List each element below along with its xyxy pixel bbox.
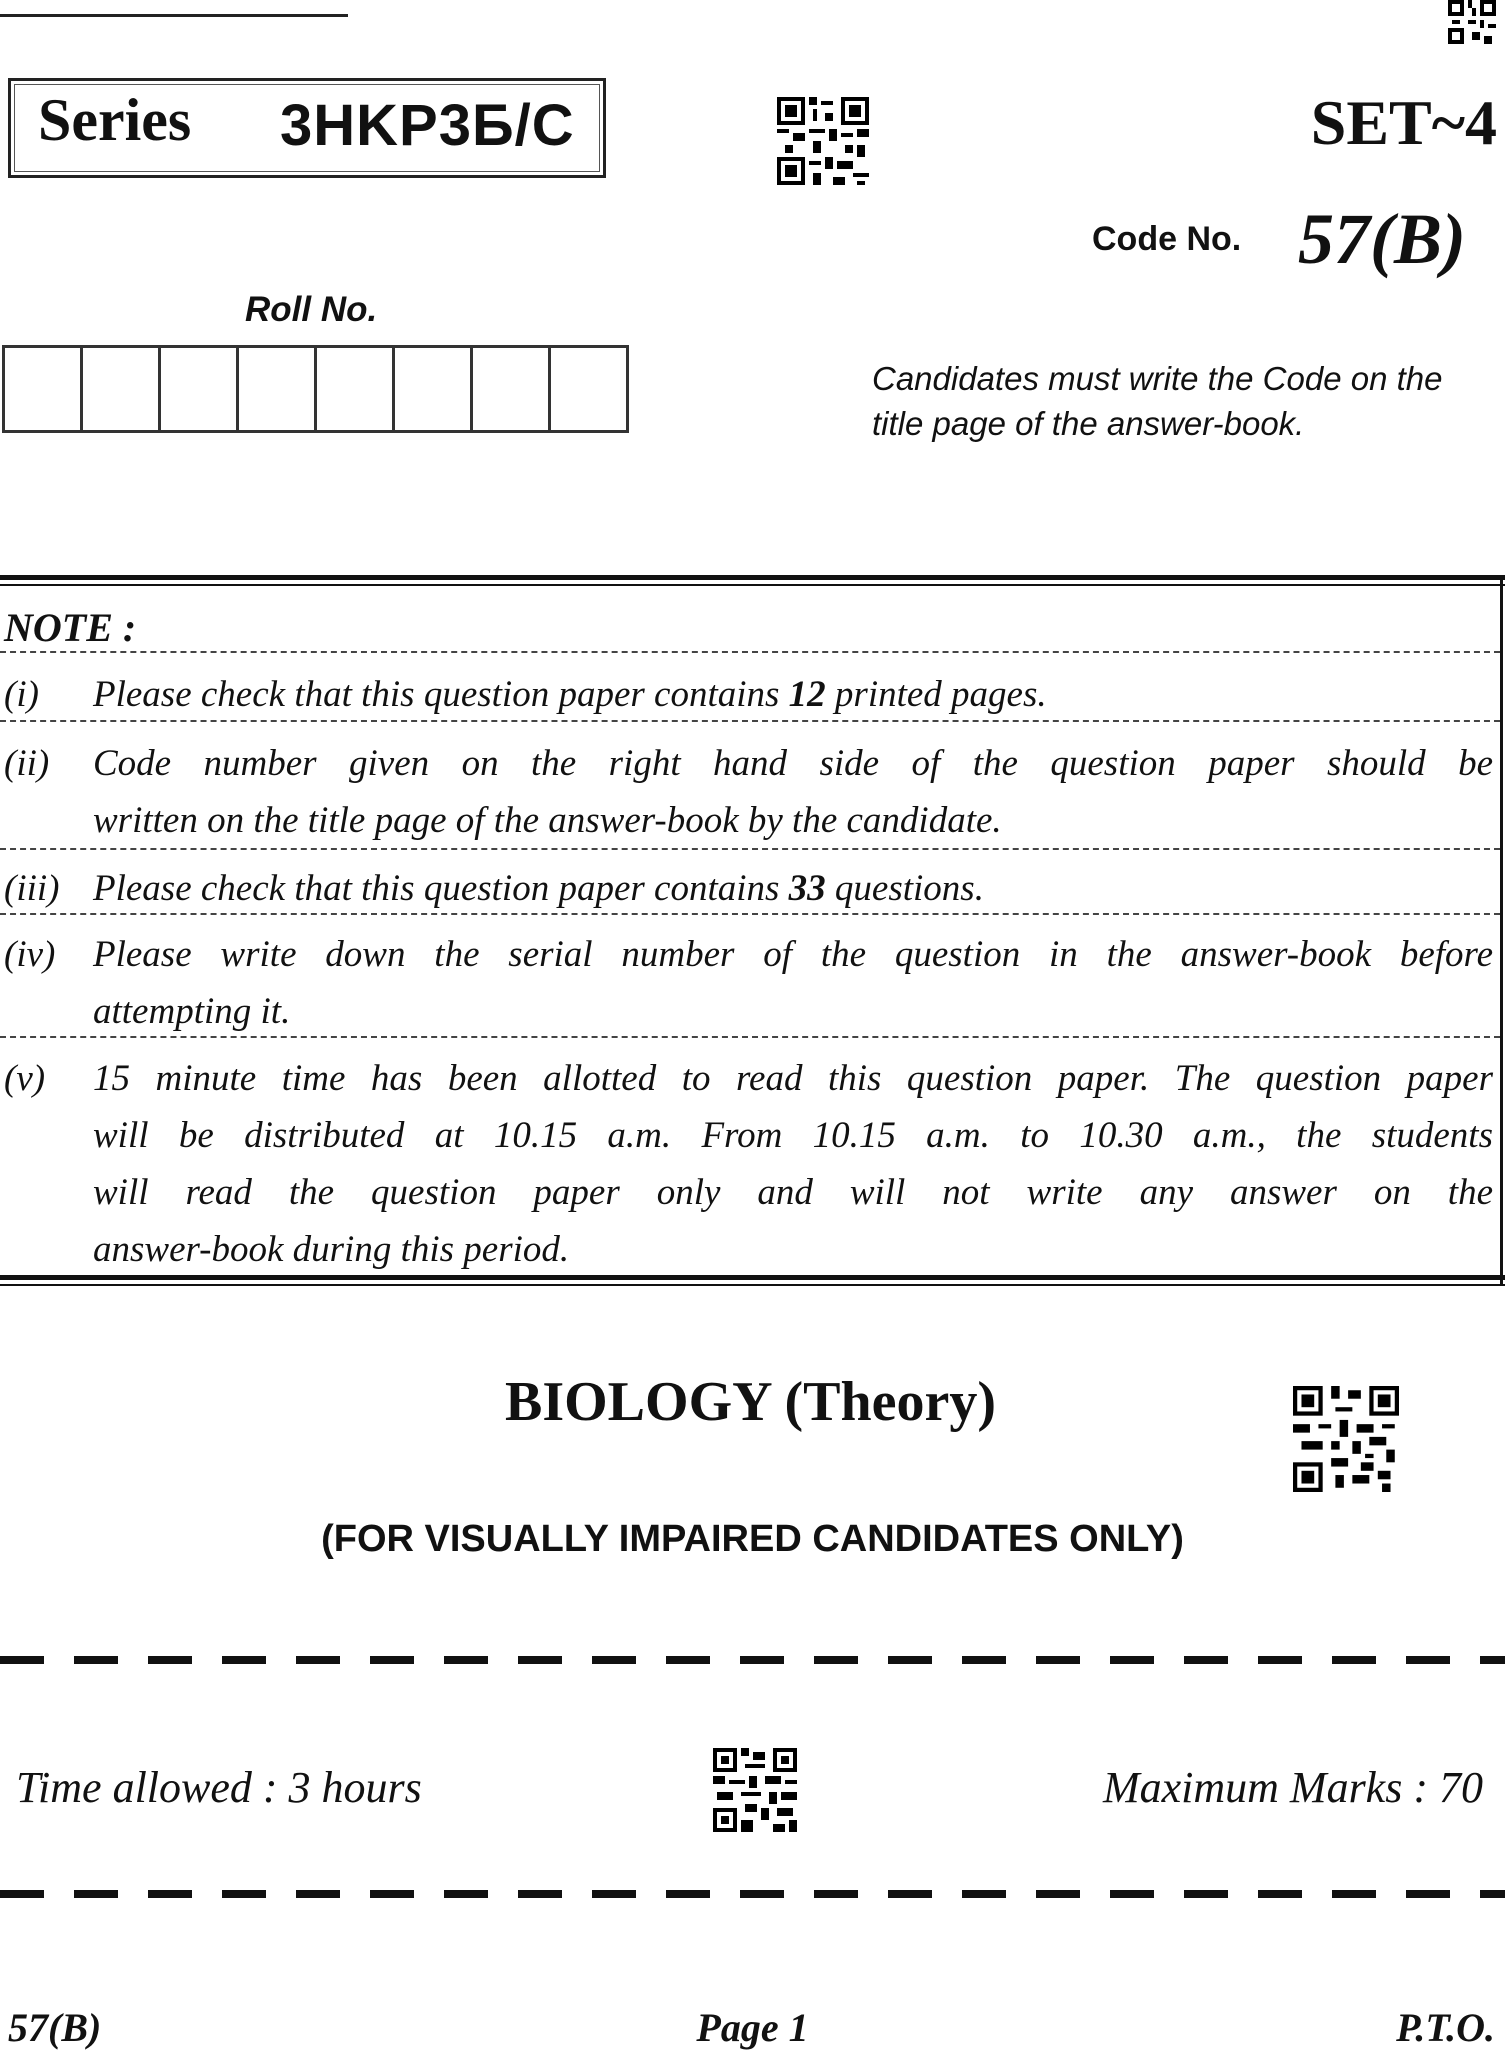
- section-divider: [0, 1890, 1505, 1898]
- time-allowed: Time allowed : 3 hours: [16, 1763, 422, 1812]
- note-item: [0, 926, 1500, 1040]
- code-value: 57(B): [1298, 199, 1466, 279]
- subject-title: [0, 1370, 1505, 1434]
- note-item-text-part: Please check that this question paper contains: [93, 868, 789, 909]
- maximum-marks: Maximum Marks : 70: [1102, 1763, 1483, 1812]
- subject-title-text: BIOLOGY (Theory): [504, 1371, 997, 1433]
- note-item-number: (ii): [4, 743, 50, 784]
- section-divider: [0, 1656, 1505, 1664]
- note-item-text: [93, 666, 1493, 723]
- qr-code-icon: [1293, 1386, 1399, 1492]
- qr-code-icon: [777, 97, 869, 185]
- note-divider: [0, 651, 1500, 653]
- code-label: Code No.: [1092, 220, 1242, 258]
- roll-number-box[interactable]: [83, 348, 161, 430]
- note-item: [0, 1050, 1500, 1278]
- note-item-text-part: Please check that this question paper contains: [93, 674, 789, 715]
- roll-number-box[interactable]: [161, 348, 239, 430]
- roll-number-box[interactable]: [5, 348, 83, 430]
- note-item: [0, 666, 1500, 723]
- roll-number-box[interactable]: [317, 348, 395, 430]
- note-item-line: written on the title page of the answer-book by the candidate.: [93, 800, 1002, 841]
- question-count: 33: [788, 868, 826, 909]
- roll-number-boxes[interactable]: [2, 345, 629, 433]
- note-item: [0, 860, 1500, 917]
- note-item-text: [93, 860, 1493, 917]
- footer-code: 57(B): [8, 2005, 102, 2050]
- footer-page-number: Page 1: [696, 2005, 809, 2050]
- note-divider: [0, 913, 1500, 915]
- note-item-line: will read the question paper only and will not write any answer on the: [93, 1172, 1493, 1213]
- top-rule: [0, 14, 348, 17]
- note-item-line: Please write down the serial number of the question in the answer-book before: [93, 934, 1493, 975]
- note-divider: [0, 848, 1500, 850]
- qr-code-icon: [1448, 0, 1496, 44]
- visually-impaired-note: (FOR VISUALLY IMPAIRED CANDIDATES ONLY): [321, 1518, 1184, 1560]
- roll-label: Roll No.: [245, 290, 378, 329]
- note-item-line: attempting it.: [93, 991, 291, 1032]
- note-item-text-part: questions.: [825, 868, 984, 909]
- roll-number-box[interactable]: [473, 348, 551, 430]
- note-item-number: (i): [4, 674, 39, 715]
- footer-pto: P.T.O.: [1396, 2005, 1495, 2050]
- note-item-line: 15 minute time has been allotted to read this question paper. The question paper: [93, 1058, 1493, 1099]
- qr-code-icon: [713, 1748, 797, 1832]
- series-label: Series: [38, 87, 192, 153]
- note-border-top-thin: [0, 584, 1505, 586]
- note-item: [0, 735, 1500, 849]
- note-border-top: [0, 575, 1505, 580]
- set-label: SET~4: [1310, 87, 1497, 158]
- note-border-bottom-thin: [0, 1284, 1505, 1286]
- note-item-number: (iii): [4, 868, 60, 909]
- note-divider: [0, 1036, 1500, 1038]
- note-item-text-part: printed pages.: [825, 674, 1047, 715]
- note-item-number: (v): [4, 1058, 46, 1099]
- note-item-line: answer-book during this period.: [93, 1229, 570, 1270]
- note-border-right: [1500, 575, 1503, 1286]
- note-item-line: will be distributed at 10.15 a.m. From 10.15 a.m. to 10.30 a.m., the students: [93, 1115, 1493, 1156]
- roll-number-box[interactable]: [395, 348, 473, 430]
- series-code: 3HKP3Б/C: [280, 93, 575, 158]
- candidate-instruction: Candidates must write the Code on the title page of the answer-book.: [872, 360, 1443, 442]
- roll-number-box[interactable]: [239, 348, 317, 430]
- roll-number-box[interactable]: [551, 348, 626, 430]
- note-title: NOTE :: [4, 605, 137, 650]
- note-item-line: Code number given on the right hand side of the question paper should be: [93, 743, 1493, 784]
- note-item-number: (iv): [4, 934, 56, 975]
- page-count: 12: [788, 674, 826, 715]
- note-divider: [0, 720, 1500, 722]
